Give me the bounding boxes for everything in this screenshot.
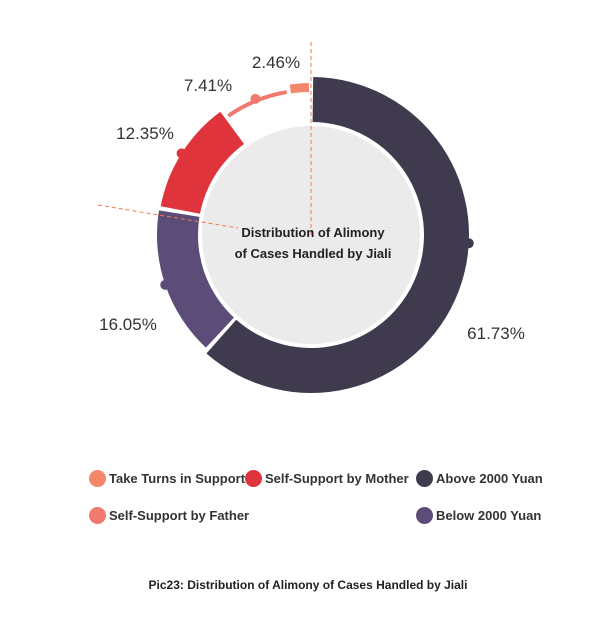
legend-item-self-father bbox=[89, 507, 249, 524]
figure-caption: Pic23: Distribution of Alimony of Cases Handled by Jiali bbox=[148, 578, 468, 592]
legend-item-take-turns bbox=[89, 470, 245, 487]
legend-swatch-take-turns bbox=[89, 470, 106, 487]
legend-label-below-2000: Below 2000 Yuan bbox=[436, 508, 542, 523]
label-take-turns: 2.46% bbox=[251, 53, 301, 72]
label-above-2000: 61.73% bbox=[467, 324, 525, 343]
label-self-father: 7.41% bbox=[183, 76, 233, 95]
legend-item-self-mother bbox=[245, 470, 409, 487]
center-title-line-1: Distribution of Alimony bbox=[241, 225, 385, 240]
slice-marker-below-2000 bbox=[160, 280, 170, 290]
legend-label-above-2000: Above 2000 Yuan bbox=[436, 471, 543, 486]
legend-item-above-2000 bbox=[416, 470, 543, 487]
slice-marker-self-mother bbox=[177, 148, 187, 158]
legend-swatch-above-2000 bbox=[416, 470, 433, 487]
slice-take-turns bbox=[290, 83, 309, 93]
legend-label-self-mother: Self-Support by Mother bbox=[265, 471, 409, 486]
slice-marker-self-father bbox=[250, 94, 260, 104]
legend-swatch-self-father bbox=[89, 507, 106, 524]
legend-item-below-2000 bbox=[416, 507, 541, 524]
center-title-line-2: of Cases Handled by Jiali bbox=[234, 246, 392, 261]
label-below-2000: 16.05% bbox=[99, 315, 157, 334]
legend-swatch-below-2000 bbox=[416, 507, 433, 524]
label-self-mother: 12.35% bbox=[116, 124, 174, 143]
slice-marker-above-2000 bbox=[464, 238, 474, 248]
legend-label-take-turns: Take Turns in Support bbox=[109, 471, 246, 486]
legend-label-self-father: Self-Support by Father bbox=[109, 508, 250, 523]
legend-swatch-self-mother bbox=[245, 470, 262, 487]
legend bbox=[0, 460, 616, 540]
